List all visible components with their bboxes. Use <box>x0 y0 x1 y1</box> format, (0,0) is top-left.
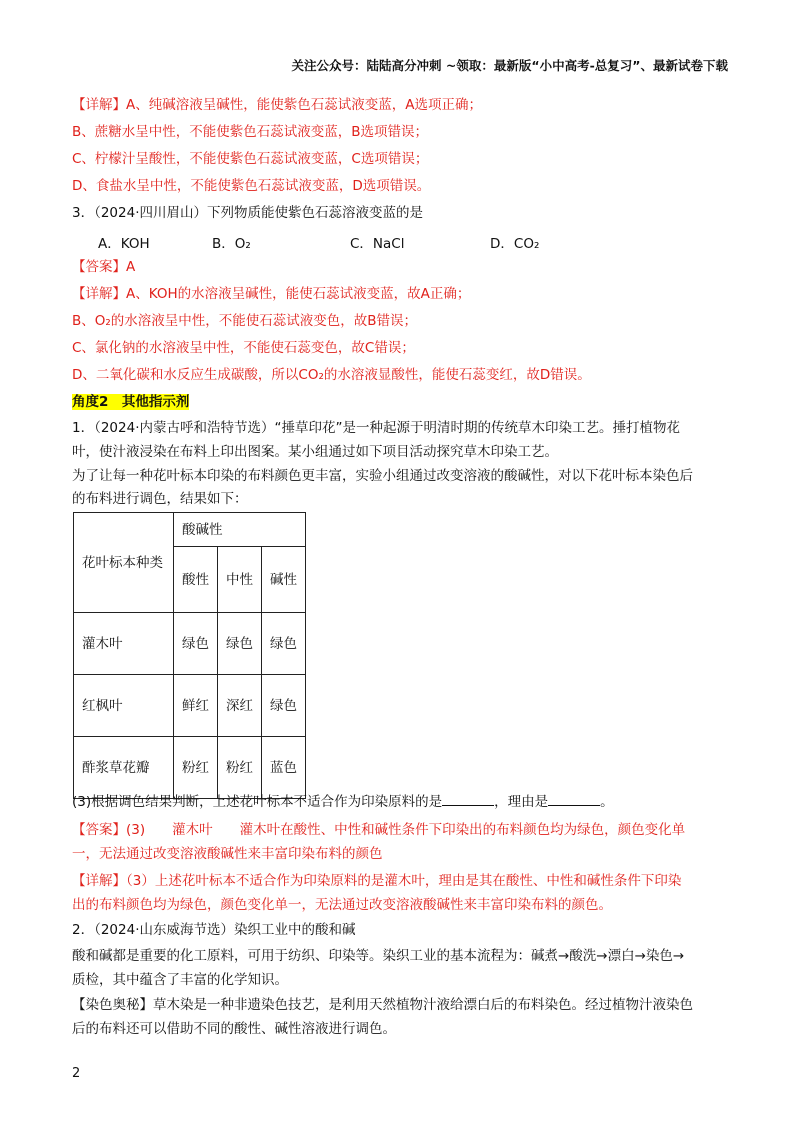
q3-answer: 【答案】A <box>72 259 136 275</box>
p1-question-text: (3)根据调色结果判断，上述花叶标本不适合作为印染原料的是 <box>72 794 443 810</box>
p1-line: 1．（2024·内蒙古呼和浩特节选）“捶草印花”是一种起源于明清时期的传统草木印染工艺。捶打植物花 <box>72 420 680 436</box>
p1-question-text: 。 <box>600 794 614 810</box>
p1-detail-line: 出的布料颜色均为绿色，颜色变化单一，无法通过改变溶液酸碱性来丰富印染布料的颜色。 <box>72 897 612 913</box>
table-cell: 鲜红 <box>174 675 218 737</box>
q3-option-b: B．O₂ <box>212 236 251 252</box>
q2-detail-line: 【详解】A、纯碱溶液呈碱性，能使紫色石蕊试液变蓝，A选项正确； <box>72 97 482 113</box>
page-header: 关注公众号：陆陆高分冲刺 ~领取：最新版“小中高考-总复习”、最新试卷下载 <box>291 58 728 73</box>
page-number: 2 <box>72 1066 81 1081</box>
p2-line: 质检，其中蕴含了丰富的化学知识。 <box>72 972 288 988</box>
table-cell: 酢浆草花瓣 <box>74 737 174 799</box>
table-corner-header: 花叶标本种类 <box>74 513 174 613</box>
table-cell: 深红 <box>218 675 262 737</box>
p2-line: 酸和碱都是重要的化工原料，可用于纺织、印染等。染织工业的基本流程为：碱煮→酸洗→漂白→染色→ <box>72 948 685 964</box>
p1-question-text: ，理由是 <box>494 794 549 810</box>
answer-blank <box>442 794 494 806</box>
q3-stem: 3．（2024·四川眉山）下列物质能使紫色石蕊溶液变蓝的是 <box>72 205 423 221</box>
section-title: 角度2 其他指示剂 <box>72 394 190 410</box>
p1-line: 的布料进行调色，结果如下： <box>72 491 248 507</box>
table-cell: 粉红 <box>218 737 262 799</box>
p2-line: 后的布料还可以借助不同的酸性、碱性溶液进行调色。 <box>72 1021 396 1037</box>
q2-detail-line: C、柠檬汁呈酸性，不能使紫色石蕊试液变蓝，C选项错误； <box>72 151 429 167</box>
p2-line: 2．（2024·山东威海节选）染织工业中的酸和碱 <box>72 922 356 938</box>
table-cell: 绿色 <box>262 613 306 675</box>
table-cell: 绿色 <box>174 613 218 675</box>
table-cell: 蓝色 <box>262 737 306 799</box>
p1-answer-line: 【答案】(3) 灌木叶 灌木叶在酸性、中性和碱性条件下印染出的布料颜色均为绿色，颜色变化单 <box>72 822 686 838</box>
table-row <box>74 737 306 799</box>
table-cell: 红枫叶 <box>74 675 174 737</box>
q3-detail-line: C、氯化钠的水溶液呈中性，不能使石蕊变色，故C错误； <box>72 340 415 356</box>
p1-detail-line: 【详解】（3）上述花叶标本不适合作为印染原料的是灌木叶，理由是其在酸性、中性和碱性条件下印染 <box>72 873 682 889</box>
q3-option-c: C．NaCl <box>350 236 405 252</box>
q2-detail-line: B、蔗糖水呈中性，不能使紫色石蕊试液变蓝，B选项错误； <box>72 124 429 140</box>
q3-option-d: D．CO₂ <box>490 236 540 252</box>
table-row <box>74 613 306 675</box>
p1-answer-line: 一，无法通过改变溶液酸碱性来丰富印染布料的颜色 <box>72 846 383 862</box>
p2-line: 【染色奥秘】草木染是一种非遗染色技艺，是利用天然植物汁液给漂白后的布料染色。经过植物汁液染色 <box>72 997 693 1013</box>
table-cell: 粉红 <box>174 737 218 799</box>
table-group-header: 酸碱性 <box>174 513 306 547</box>
p1-line: 为了让每一种花叶标本印染的布料颜色更丰富，实验小组通过改变溶液的酸碱性，对以下花叶标本染色后 <box>72 468 693 484</box>
table-cell: 灌木叶 <box>74 613 174 675</box>
q3-detail-line: 【详解】A、KOH的水溶液呈碱性，能使石蕊试液变蓝，故A正确； <box>72 286 471 302</box>
table-col-header: 碱性 <box>262 547 306 613</box>
q3-detail-line: D、二氧化碳和水反应生成碳酸，所以CO₂的水溶液显酸性，能使石蕊变红，故D错误。 <box>72 367 591 383</box>
q3-option-a: A．KOH <box>98 236 150 252</box>
table-col-header: 酸性 <box>174 547 218 613</box>
table-row <box>74 675 306 737</box>
q2-detail-line: D、食盐水呈中性，不能使紫色石蕊试液变蓝，D选项错误。 <box>72 178 431 194</box>
p1-question-3 <box>72 792 614 812</box>
table-col-header: 中性 <box>218 547 262 613</box>
p1-line: 叶，使汁液浸染在布料上印出图案。某小组通过如下项目活动探究草木印染工艺。 <box>72 444 558 460</box>
table-cell: 绿色 <box>218 613 262 675</box>
answer-blank <box>548 794 600 806</box>
table-cell: 绿色 <box>262 675 306 737</box>
color-table <box>73 512 306 799</box>
q3-detail-line: B、O₂的水溶液呈中性，不能使石蕊试液变色，故B错误； <box>72 313 418 329</box>
